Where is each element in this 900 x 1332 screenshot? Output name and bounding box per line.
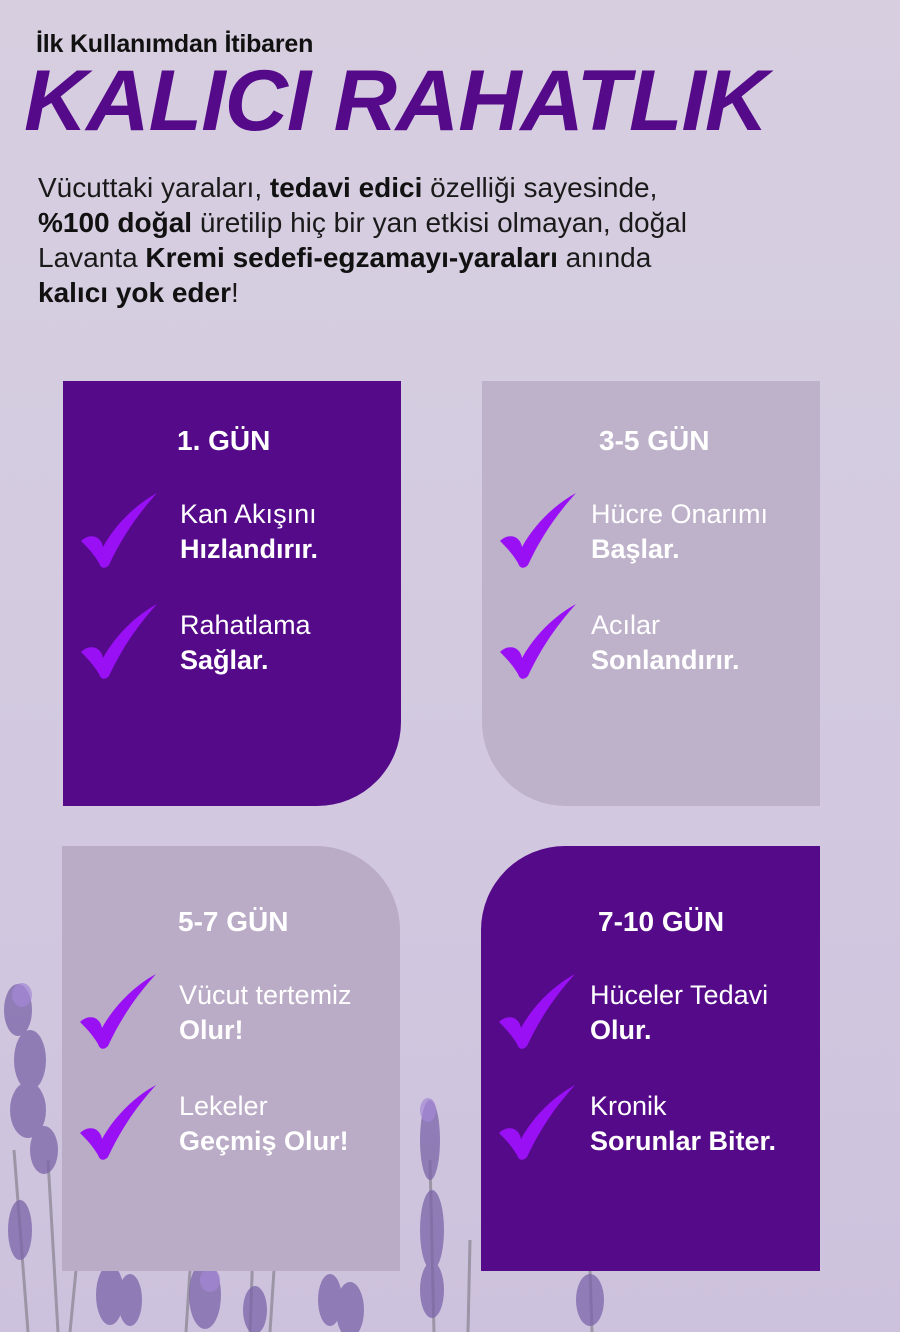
checkmark-icon <box>497 974 577 1050</box>
checkmark-icon <box>78 974 158 1050</box>
stage-card-title: 5-7 GÜN <box>178 906 289 937</box>
stage-card-day-5-7 <box>62 846 400 1271</box>
benefit-item <box>62 974 400 1064</box>
stage-card-title: 3-5 GÜN <box>599 425 710 456</box>
stage-card-day-1 <box>63 381 401 806</box>
benefit-line2: Olur! <box>179 1015 244 1045</box>
benefit-line1: Acılar <box>591 610 661 640</box>
intro-text: ! <box>231 277 239 308</box>
intro-bold-text: %100 doğal <box>38 207 193 238</box>
benefit-line1: Hüceler Tedavi <box>590 980 769 1010</box>
benefit-item <box>482 493 820 583</box>
stage-card-day-7-10 <box>481 846 820 1271</box>
benefit-line1: Lekeler <box>179 1091 268 1121</box>
benefit-line1: Kan Akışını <box>180 499 317 529</box>
benefit-item <box>62 1085 400 1175</box>
benefit-item <box>63 604 401 694</box>
benefit-line1: Vücut tertemiz <box>179 980 352 1010</box>
checkmark-icon <box>78 1085 158 1161</box>
stage-card-day-3-5 <box>482 381 820 806</box>
benefit-line1: Kronik <box>590 1091 667 1121</box>
checkmark-icon <box>497 1085 577 1161</box>
intro-bold-text: tedavi edici <box>269 172 423 203</box>
intro-text: Lavanta <box>38 242 146 273</box>
benefit-line1: Rahatlama <box>180 610 311 640</box>
benefit-item <box>482 604 820 694</box>
intro-text: özelliği sayesinde, <box>422 172 658 203</box>
checkmark-icon <box>79 604 159 680</box>
benefit-item <box>481 974 820 1064</box>
intro-bold-text: Kremi sedefi-egzamayı-yaraları <box>145 242 558 273</box>
intro-paragraph <box>38 170 838 310</box>
intro-text: Vücuttaki yaraları, <box>38 172 270 203</box>
checkmark-icon <box>498 493 578 569</box>
intro-bold-text: kalıcı yok eder <box>38 277 232 308</box>
intro-text: üretilip hiç bir yan etkisi olmayan, doğal <box>192 207 687 238</box>
stage-card-title: 1. GÜN <box>177 425 271 456</box>
benefit-item <box>481 1085 820 1175</box>
benefit-line2: Hızlandırır. <box>180 534 319 564</box>
checkmark-icon <box>498 604 578 680</box>
stage-card-title: 7-10 GÜN <box>598 906 725 937</box>
benefit-line2: Olur. <box>590 1015 652 1045</box>
benefit-line2: Sorunlar Biter. <box>590 1126 777 1156</box>
main-headline: KALICI RAHATLIK <box>24 53 768 149</box>
intro-text: anında <box>557 242 652 273</box>
benefit-line2: Başlar. <box>591 534 680 564</box>
benefit-line2: Geçmiş Olur! <box>179 1126 349 1156</box>
benefit-line2: Sonlandırır. <box>591 645 740 675</box>
benefit-item <box>63 493 401 583</box>
kicker-heading: İlk Kullanımdan İtibaren <box>36 30 314 58</box>
benefit-line2: Sağlar. <box>180 645 269 675</box>
benefit-line1: Hücre Onarımı <box>591 499 769 529</box>
checkmark-icon <box>79 493 159 569</box>
